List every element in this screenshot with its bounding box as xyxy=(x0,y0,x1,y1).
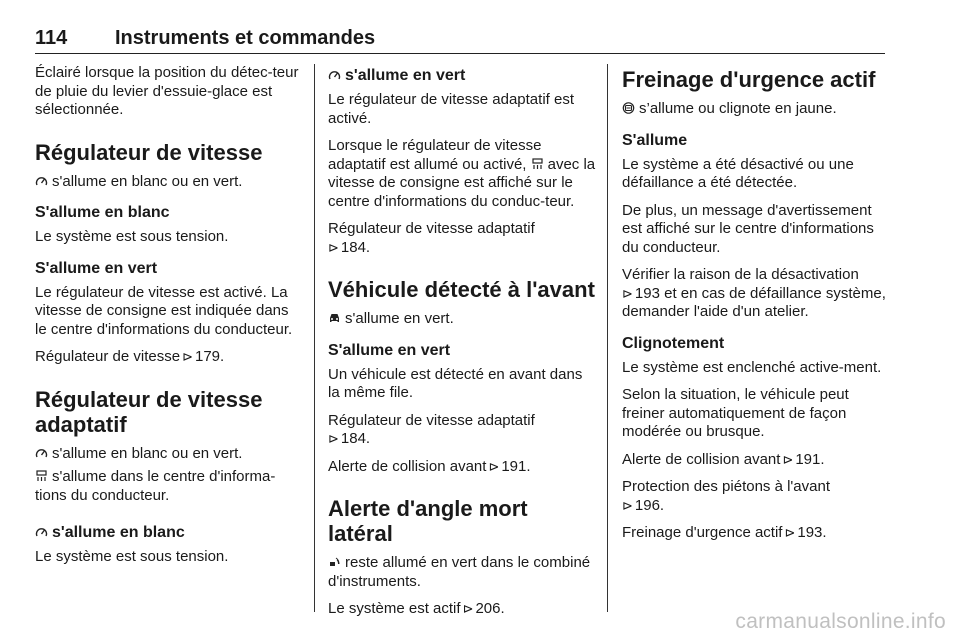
ref-collision: Alerte de collision avant ⊳ 191. xyxy=(328,457,531,475)
cruise-control-icon xyxy=(35,526,48,538)
enclenche-text: Le système est enclenché active-ment. xyxy=(622,358,882,376)
heading-angle-mort: Alerte d'angle mort latéral xyxy=(328,496,528,546)
angle-icon-line: reste allumé en vert dans le combiné d'instruments. xyxy=(328,554,591,590)
verifier-text: Vérifier la raison de la désactivation ⊳ 193 et en cas de défaillance système, demander l'aide d'un atelier. xyxy=(622,266,886,320)
adaptatif-line-1: s'allume en blanc ou en vert. xyxy=(35,445,300,464)
freinage-icon-line: s’allume ou clignote en jaune. xyxy=(622,100,888,119)
page-header xyxy=(35,27,885,54)
column-divider xyxy=(314,64,315,612)
ref-arrow-icon: ⊳ xyxy=(328,239,339,255)
allume-text: Le système a été désactivé ou une défaillance a été détectée. xyxy=(622,155,854,191)
cruise-control-icon xyxy=(35,175,48,187)
adaptive-cruise-icon xyxy=(531,158,544,170)
intro-text: Éclairé lorsque la position du détec-teur de pluie du levier d'essuie-glace est sélectionnée. xyxy=(35,64,299,118)
column-1 xyxy=(35,64,300,576)
ref-adaptatif-2: Régulateur de vitesse adaptatif ⊳ 184. xyxy=(328,411,535,447)
active-text: Le régulateur de vitesse adaptatif est activé. xyxy=(328,91,574,127)
ref-arrow-icon: ⊳ xyxy=(488,458,500,474)
cruise-control-icon xyxy=(35,447,48,459)
ref-actif: Le système est actif ⊳ 206. xyxy=(328,600,505,617)
heading-adaptatif: Régulateur de vitesse adaptatif xyxy=(35,386,263,437)
vert-text: Le régulateur de vitesse est activé. La vitesse de consigne est indiquée dans le centre d'informations du conducteur. xyxy=(35,283,293,338)
column-3 xyxy=(622,64,888,552)
ref-arrow-icon: ⊳ xyxy=(622,285,633,301)
situation-text: Selon la situation, le véhicule peut freiner automatiquement de façon modérée ou brusque. xyxy=(622,386,849,440)
blanc2-text: Le système est sous tension. xyxy=(35,548,229,565)
vehicule-icon-line: s'allume en vert. xyxy=(328,310,596,329)
ref-pietons: Protection des piétons à l'avant ⊳ 196. xyxy=(622,478,830,514)
heading-blanc2: s'allume en blanc xyxy=(35,523,300,542)
vehicle-ahead-icon xyxy=(328,312,341,324)
ref-arrow-icon: ⊳ xyxy=(784,525,796,540)
heading-blanc: S'allume en blanc xyxy=(35,204,170,221)
heading-vert2: S'allume en vert xyxy=(328,341,451,359)
ref-arrow-icon: ⊳ xyxy=(622,497,633,513)
adaptatif-line-2: s'allume dans le centre d'informa-tions du conducteur. xyxy=(35,468,276,504)
side-blind-spot-icon xyxy=(328,556,341,568)
ref-arrow-icon: ⊳ xyxy=(328,431,339,446)
consigne-text: Lorsque le régulateur de vitesse adaptatif est allumé ou activé, avec la vitesse de consigne est affiché sur le centre d'informations du conduc-teur. xyxy=(328,137,596,210)
heading-regulateur: Régulateur de vitesse xyxy=(35,139,263,165)
message-text: De plus, un message d'avertissement est affiché sur le centre d'informations du conducteur. xyxy=(622,201,874,256)
ref-freinage: Freinage d'urgence actif ⊳ 193. xyxy=(622,524,827,541)
ref-arrow-icon: ⊳ xyxy=(182,349,193,364)
heading-vert-adaptatif: s'allume en vert xyxy=(328,66,596,85)
ref-collision-3: Alerte de collision avant ⊳ 191. xyxy=(622,450,825,468)
heading-clignotement: Clignotement xyxy=(622,334,725,352)
heading-vehicule: Véhicule détecté à l'avant xyxy=(328,277,595,302)
adaptive-cruise-icon xyxy=(35,470,48,482)
ref-arrow-icon: ⊳ xyxy=(782,451,794,467)
cruise-control-icon xyxy=(328,69,341,81)
heading-allume: S'allume xyxy=(622,131,688,149)
regulateur-icon-line: s'allume en blanc ou en vert. xyxy=(35,173,300,192)
page-number: 114 xyxy=(35,27,68,49)
ref-regulateur: Régulateur de vitesse ⊳ 179. xyxy=(35,348,225,365)
heading-vert: S'allume en vert xyxy=(35,259,158,277)
column-divider xyxy=(607,64,608,612)
heading-freinage: Freinage d'urgence actif xyxy=(622,67,876,92)
ref-arrow-icon: ⊳ xyxy=(462,601,474,616)
ref-adaptatif-1: Régulateur de vitesse adaptatif ⊳ 184. xyxy=(328,220,535,256)
emergency-braking-icon xyxy=(622,102,635,114)
detecte-text: Un véhicule est détecté en avant dans la même file. xyxy=(328,365,583,401)
watermark: carmanualsonline.info xyxy=(735,610,946,633)
page-title: Instruments et commandes xyxy=(115,27,376,49)
blanc-text: Le système est sous tension. xyxy=(35,228,229,245)
column-2 xyxy=(328,64,596,628)
